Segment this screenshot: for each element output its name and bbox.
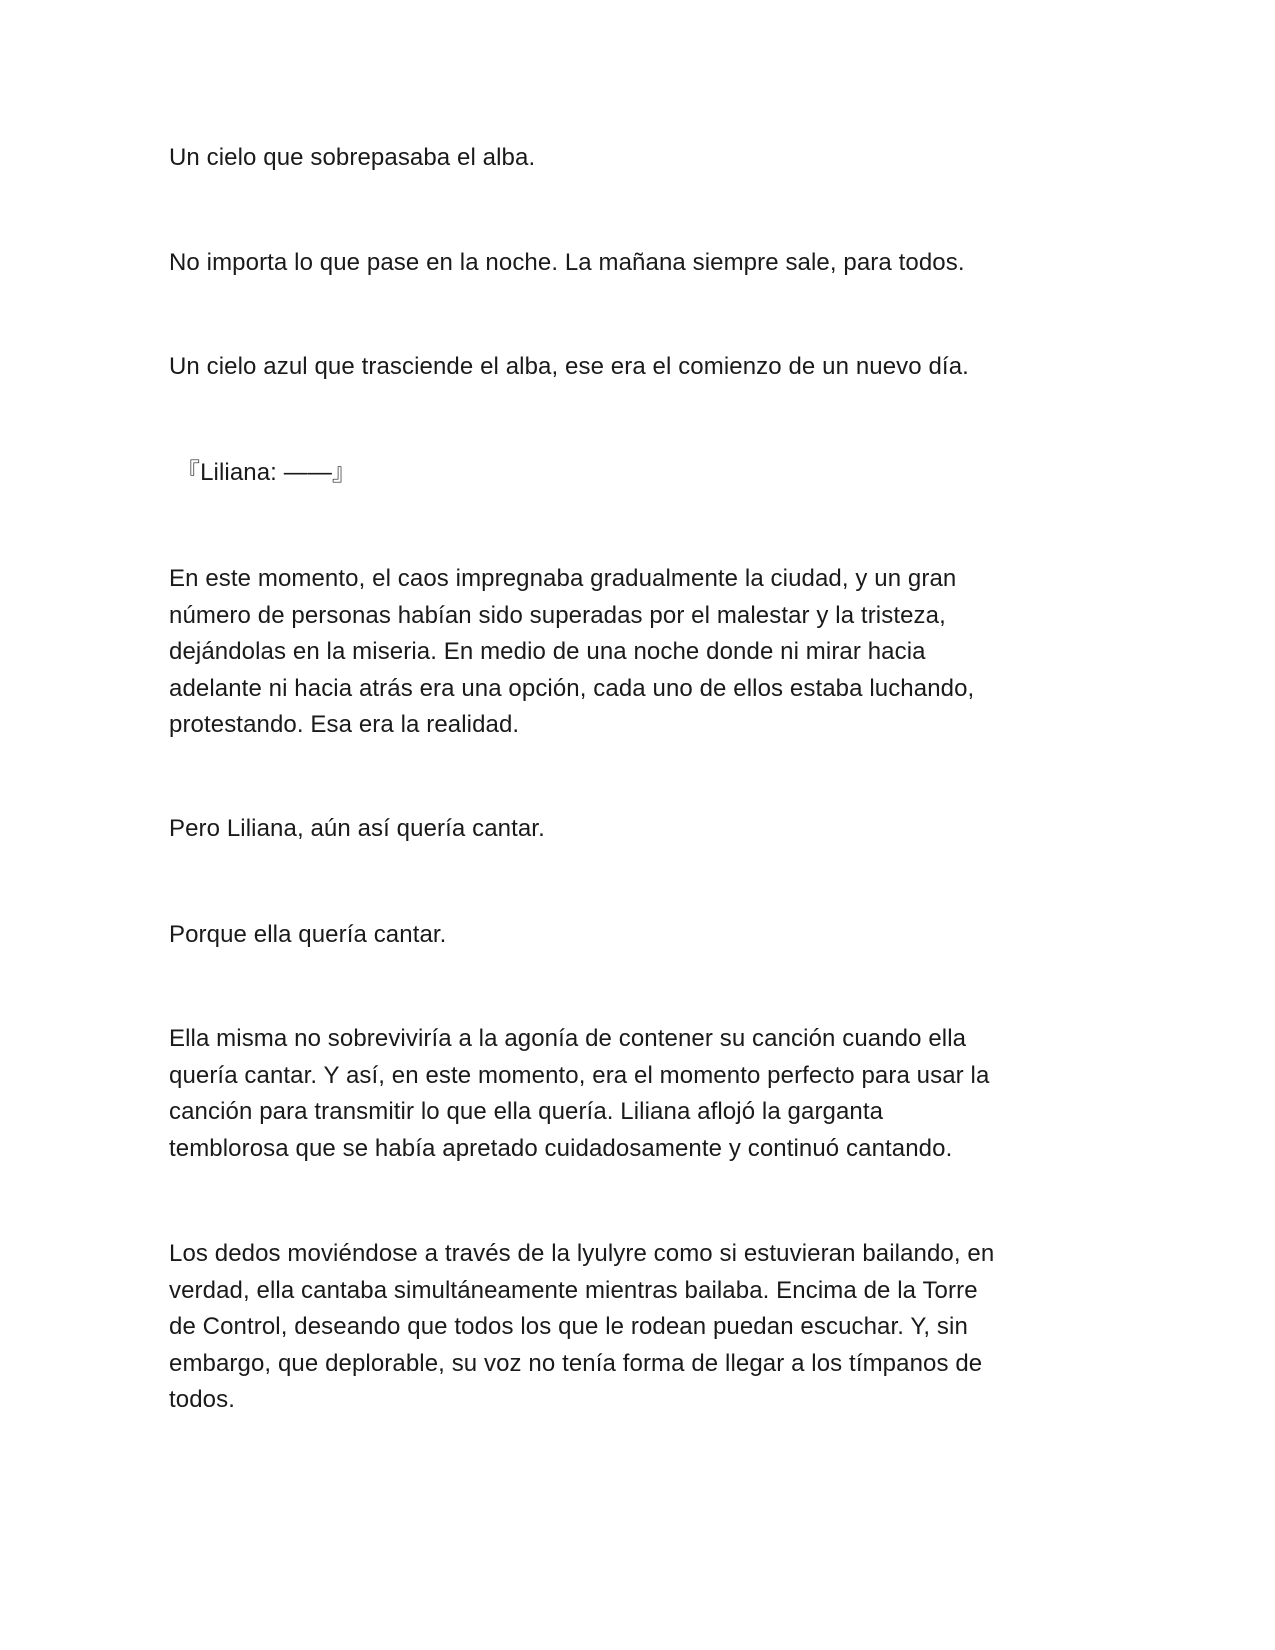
text-line: Un cielo azul que trasciende el alba, ese era el comienzo de un nuevo día. bbox=[169, 353, 969, 380]
paragraph-6 bbox=[169, 811, 1049, 848]
text-line: Pero Liliana, aún así quería cantar. bbox=[169, 815, 545, 842]
text-line: Porque ella quería cantar. bbox=[169, 921, 447, 948]
text-line: quería cantar. Y así, en este momento, era el momento perfecto para usar la bbox=[169, 1061, 990, 1089]
paragraph-8 bbox=[169, 1021, 1049, 1167]
dialogue-line bbox=[176, 455, 1056, 492]
text-line: de Control, deseando que todos los que le rodean puedan escuchar. Y, sin bbox=[169, 1313, 968, 1340]
text-line: todos. bbox=[169, 1386, 235, 1413]
text-line: verdad, ella cantaba simultáneamente mientras bailaba. Encima de la Torre bbox=[169, 1276, 978, 1304]
paragraph-3 bbox=[169, 349, 1049, 386]
text-line: Ella misma no sobreviviría a la agonía de contener su canción cuando ella bbox=[169, 1025, 967, 1052]
text-line: protestando. Esa era la realidad. bbox=[169, 711, 520, 738]
text-line: número de personas habían sido superadas por el malestar y la tristeza, bbox=[169, 601, 946, 629]
text-line: En este momento, el caos impregnaba gradualmente la ciudad, y un gran bbox=[169, 565, 957, 592]
paragraph-1 bbox=[169, 140, 1049, 177]
text-line: 『Liliana: ——』 bbox=[176, 459, 357, 486]
text-line: adelante ni hacia atrás era una opción, cada uno de ellos estaba luchando, bbox=[169, 674, 975, 702]
paragraph-5 bbox=[169, 561, 1049, 744]
paragraph-9 bbox=[169, 1236, 1049, 1419]
text-line: canción para transmitir lo que ella quería. Liliana aflojó la garganta bbox=[169, 1098, 884, 1125]
text-line: Un cielo que sobrepasaba el alba. bbox=[169, 144, 536, 171]
paragraph-7 bbox=[169, 917, 1049, 954]
text-line: temblorosa que se había apretado cuidadosamente y continuó cantando. bbox=[169, 1134, 953, 1162]
text-line: Los dedos moviéndose a través de la lyulyre como si estuvieran bailando, en bbox=[169, 1240, 995, 1267]
text-line: dejándolas en la miseria. En medio de una noche donde ni mirar hacia bbox=[169, 638, 926, 665]
paragraph-2 bbox=[169, 245, 1049, 282]
text-line: No importa lo que pase en la noche. La mañana siempre sale, para todos. bbox=[169, 249, 965, 276]
text-line: embargo, que deplorable, su voz no tenía forma de llegar a los tímpanos de bbox=[169, 1349, 983, 1377]
